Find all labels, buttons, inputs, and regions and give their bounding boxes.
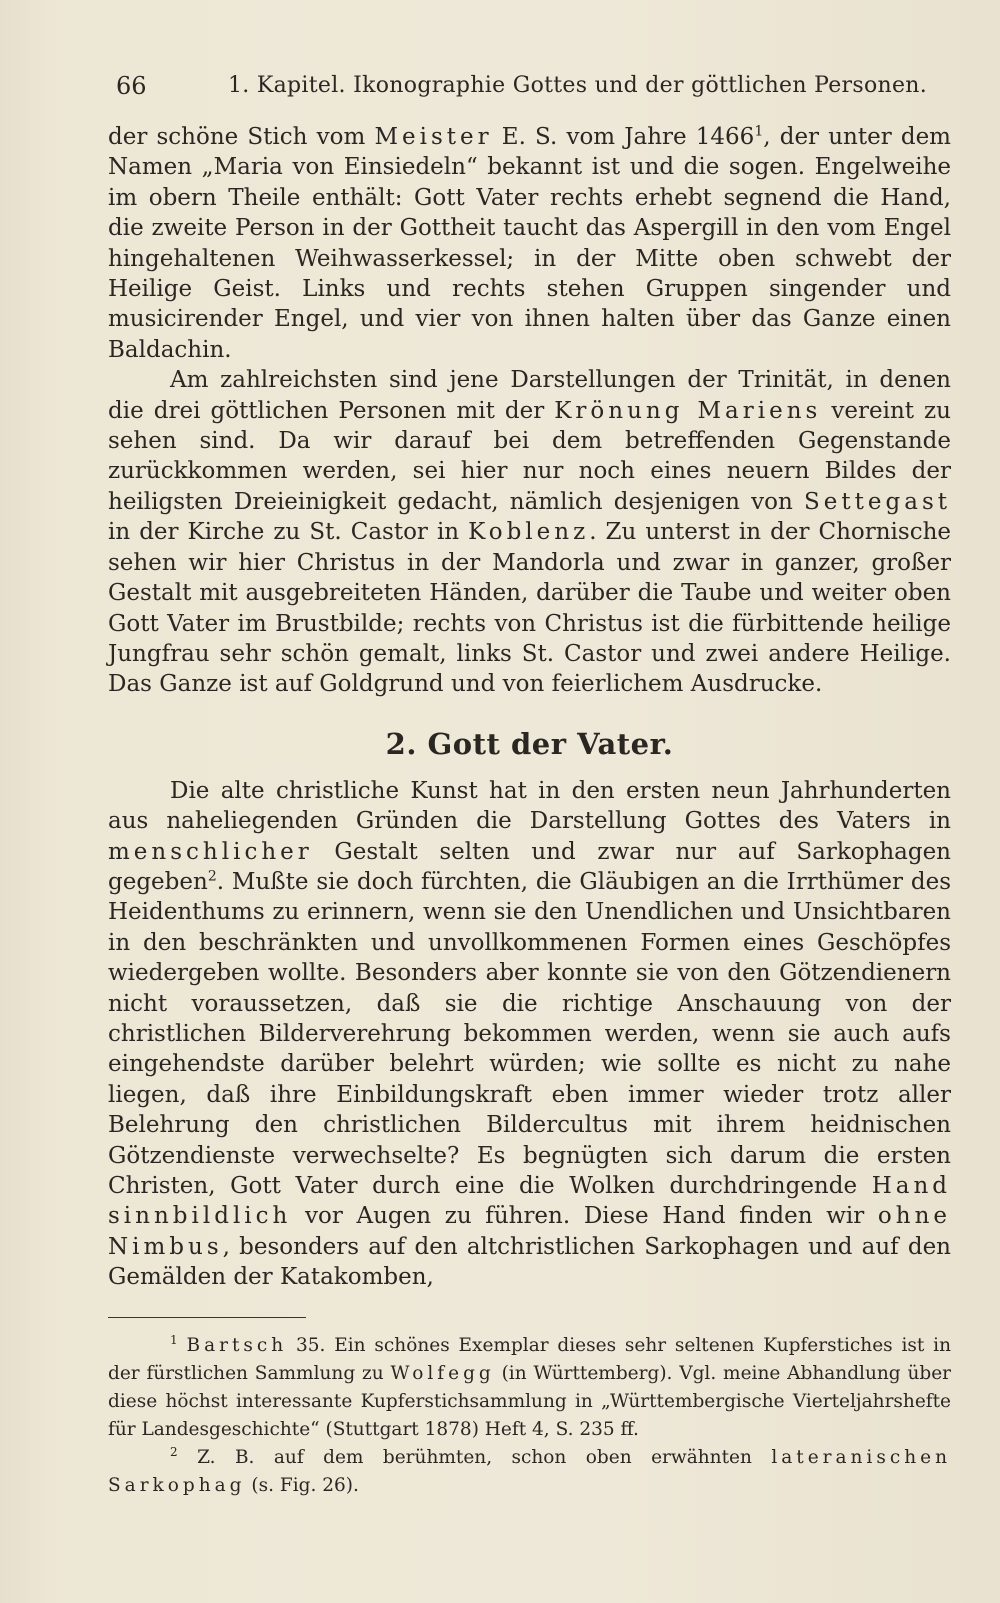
paragraph-god-father — [108, 776, 951, 1293]
running-title: 1. Kapitel. Ikonographie Gottes und der göttlichen Personen. — [228, 73, 928, 98]
spaced-term: Krönung Mariens — [554, 397, 822, 424]
spaced-term: menschlicher — [108, 838, 313, 865]
footnotes — [108, 1332, 951, 1500]
page-header — [112, 66, 942, 106]
paragraph-continuation — [108, 122, 951, 365]
spaced-place: Wolfegg — [390, 1362, 495, 1384]
text-run: vereint zu sehen sind. Da wir darauf bei dem betreffenden Gegenstande zurückkommen werden, sei hier nur noch eines neuern Bildes der heiligsten Dreieinigkeit gedacht, nämlich desjenigen von — [108, 397, 951, 515]
spaced-name: Meister — [374, 124, 493, 150]
text-run: vor Augen zu führen. Diese Hand finden wir — [291, 1203, 878, 1230]
footnote-number: 2 — [170, 1444, 178, 1459]
text-run: der schöne Stich vom — [108, 124, 375, 150]
spaced-name: Bartsch — [186, 1334, 288, 1356]
text-run: Gestalt selten und zwar nur auf Sarkophagen gegeben — [108, 838, 951, 895]
footnote-1 — [108, 1332, 951, 1444]
text-run: (s. Fig. 26). — [245, 1474, 359, 1496]
text-run: (in Württemberg). Vgl. meine Abhandlung über diese höchst interessante Kupferstichsammlung in „Württembergische Vierteljahrshefte für Landesgeschichte“ (Stuttgart 1878) Heft 4, S. 235 ff. — [108, 1362, 952, 1440]
text-run: . Zu unterst in der Chornische sehen wir hier Christus in der Mandorla und zwar in ganzer, großer Gestalt mit ausgebreiteten Händen, darüber die Taube und weiter oben Gott Vater im Brustbilde; rechts von Christus ist die fürbittende heilige Jungfrau sehr schön gemalt, links St. Castor und zwei andere Heilige. Das Ganze ist auf Goldgrund und von feierlichem Ausdrucke. — [108, 519, 951, 698]
spaced-place: Koblenz — [468, 519, 590, 546]
footnote-number: 1 — [170, 1332, 178, 1347]
paragraph-trinity — [108, 365, 951, 699]
spaced-term: ohne Nimbus — [108, 1203, 951, 1260]
text-run: 35. Ein schönes Exemplar dieses sehr seltenen Kupferstiches ist in der fürstlichen Sammlung zu — [108, 1334, 951, 1384]
text-run: Z. B. auf dem berühmten, schon oben erwähnten — [197, 1446, 772, 1468]
text-run: E. S. vom Jahre 1466 — [492, 124, 755, 150]
footnote-ref: 2 — [207, 868, 217, 885]
text-run: , der unter dem Namen „Maria von Einsiedeln“ bekannt ist und die sogen. Engelweihe im obern Theile enthält: Gott Vater rechts erhebt segnend die Hand, die zweite Person in der Gottheit taucht das Aspergill in den vom Engel hingehaltenen Weihwasserkessel; in der Mitte oben schwebt der Heilige Geist. Links und rechts stehen Gruppen singender und musicirender Engel, und vier von ihnen halten über das Ganze einen Baldachin. — [108, 124, 951, 363]
text-run: Die alte christliche Kunst hat in den ersten neun Jahrhunderten aus naheliegenden Gründen die Darstellung Gottes des Vaters in — [108, 777, 951, 835]
footnote-ref: 1 — [754, 123, 764, 140]
spaced-term: lateranischen Sarkophag — [108, 1446, 951, 1496]
footnote-divider — [108, 1317, 306, 1318]
spaced-term: Hand sinnbildlich — [108, 1173, 951, 1230]
text-run: , besonders auf den altchristlichen Sarkophagen und auf den Gemälden der Katakomben, — [108, 1233, 951, 1291]
section-heading: 2. Gott der Vater. — [385, 726, 674, 761]
text-run: in der Kirche zu St. Castor in — [108, 519, 469, 546]
text-run: Am zahlreichsten sind jene Darstellungen der Trinität, in denen die drei göttlichen Personen mit der — [108, 367, 951, 424]
spaced-name: Settegast — [804, 488, 951, 515]
text-run: . Mußte sie doch fürchten, die Gläubigen an die Irrthümer des Heidenthums zu erinnern, wenn sie den Unendlichen und Unsichtbaren in den beschränkten und unvollkommenen Formen eines Geschöpfes wiedergeben wollte. Besonders aber konnte sie von den Götzendienern nicht voraussetzen, daß sie die richtige Anschauung von der christlichen Bilderverehrung bekommen werden, wenn sie auch aufs eingehendste darüber belehrt würden; wie sollte es nicht zu nahe liegen, daß ihre Einbildungskraft eben immer wieder trotz aller Belehrung den christlichen Bildercultus mit ihrem heidnischen Götzendienste verwechselte? Es begnügten sich darum die ersten Christen, Gott Vater durch eine die Wolken durchdringende — [108, 868, 951, 1199]
page-number: 66 — [116, 72, 147, 100]
page-body — [108, 122, 951, 1500]
footnote-2 — [108, 1444, 951, 1500]
